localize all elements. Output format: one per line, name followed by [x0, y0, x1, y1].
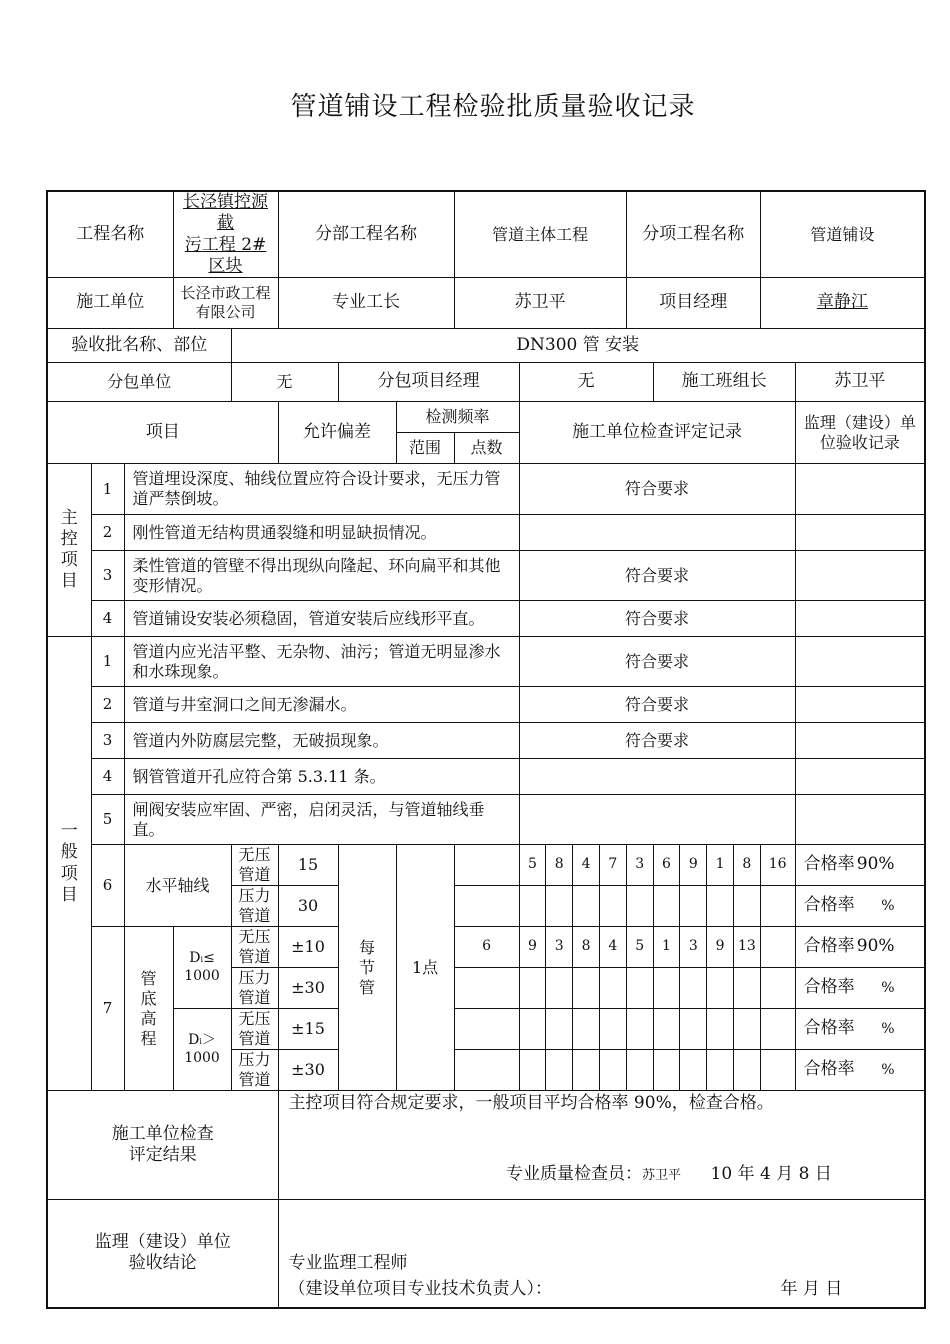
measured-value	[760, 1009, 795, 1050]
measured-value	[519, 1009, 546, 1050]
measured-value	[760, 1050, 795, 1091]
measured-value: 5	[626, 927, 653, 968]
project-name-value: 长泾镇控源截 污工程 2#区块	[173, 191, 278, 278]
measured-value	[733, 1050, 760, 1091]
general-item-result: 符合要求	[519, 687, 795, 723]
division-value: 管道主体工程	[454, 191, 626, 278]
measured-value: 3	[626, 845, 653, 886]
tolerance-value: 30	[278, 886, 338, 927]
measured-value	[599, 1009, 626, 1050]
measured-value: 8	[546, 845, 573, 886]
inspector-line: 专业质量检查员：苏卫平 10 年 4 月 8 日	[506, 1163, 832, 1184]
general-item-text: 闸阀安装应牢固、严密，启闭灵活，与管道轴线垂直。	[124, 795, 519, 845]
column-contractor-record: 施工单位检查评定记录	[519, 402, 795, 464]
foreman-signature: 苏卫平	[454, 278, 626, 329]
general-item-supervisor	[795, 687, 925, 723]
measured-value	[519, 886, 546, 927]
measured-value: 6	[454, 927, 519, 968]
team-leader-signature: 苏卫平	[795, 363, 925, 402]
subitem-value: 管道铺设	[760, 191, 925, 278]
measured-value: 1	[707, 845, 734, 886]
measured-value	[733, 1009, 760, 1050]
general-item-no: 1	[91, 637, 124, 687]
contractor-result-label: 施工单位检查 评定结果	[47, 1091, 278, 1200]
measured-value	[680, 1050, 707, 1091]
measured-value: 5	[519, 845, 546, 886]
diameter-le-1000: Di≤ 1000	[173, 927, 231, 1009]
measured-value	[680, 968, 707, 1009]
pass-rate: 合格率 90%	[795, 845, 925, 886]
sub-pm-value: 无	[519, 363, 653, 402]
main-item-text: 管道埋设深度、轴线位置应符合设计要求，无压力管道严禁倒坡。	[124, 464, 519, 515]
measured-value	[599, 1050, 626, 1091]
pipe-type: 压力管道	[231, 1050, 278, 1091]
supervisor-result-cell	[278, 1200, 925, 1308]
main-item-supervisor	[795, 464, 925, 515]
measured-value	[519, 1050, 546, 1091]
contractor-result-date: 10 年 4 月 8 日	[710, 1163, 832, 1184]
measured-value	[760, 927, 795, 968]
measured-value	[680, 1009, 707, 1050]
measured-value	[546, 886, 573, 927]
general-item-no: 2	[91, 687, 124, 723]
main-item-no: 3	[91, 551, 124, 601]
measured-value: 3	[546, 927, 573, 968]
pass-rate: 合格率 %	[795, 1050, 925, 1091]
pipe-type: 无压管道	[231, 1009, 278, 1050]
measured-value	[626, 1009, 653, 1050]
measured-value	[707, 968, 734, 1009]
tolerance-value: ±30	[278, 1050, 338, 1091]
column-frequency: 检测频率	[396, 402, 519, 433]
general-label: 一般项目	[47, 637, 91, 1091]
column-range: 范围	[396, 433, 454, 464]
measured-value	[573, 1050, 600, 1091]
measured-value: 4	[599, 927, 626, 968]
foreman-label: 专业工长	[278, 278, 454, 329]
measured-value	[707, 886, 734, 927]
measured-value	[573, 1009, 600, 1050]
inspection-record-table	[46, 190, 926, 1309]
subitem-label: 分项工程名称	[626, 191, 760, 278]
owner-tech-label: （建设单位项目专业技术负责人）：	[288, 1279, 553, 1300]
sub-pm-label: 分包项目经理	[338, 363, 519, 402]
measured-value: 6	[653, 845, 680, 886]
supervisor-engineer-label: 专业监理工程师	[288, 1253, 408, 1274]
pipe-type: 压力管道	[231, 886, 278, 927]
item7-no: 7	[91, 927, 124, 1091]
measured-value	[546, 1009, 573, 1050]
general-item-text: 管道内应光洁平整、无杂物、油污；管道无明显渗水和水珠现象。	[124, 637, 519, 687]
sub-unit-label: 分包单位	[47, 363, 231, 402]
main-control-label: 主控项目	[47, 464, 91, 637]
item6-no: 6	[91, 845, 124, 927]
pass-rate: 合格率 %	[795, 1009, 925, 1050]
measured-value	[653, 886, 680, 927]
measured-value	[626, 968, 653, 1009]
main-item-text: 刚性管道无结构贯通裂缝和明显缺损情况。	[124, 515, 519, 551]
column-points: 点数	[454, 433, 519, 464]
measured-value	[573, 968, 600, 1009]
general-item-supervisor	[795, 637, 925, 687]
measured-value: 16	[760, 845, 795, 886]
measured-value	[707, 1009, 734, 1050]
contractor-result-cell	[278, 1091, 925, 1200]
general-item-no: 3	[91, 723, 124, 759]
page-title: 管道铺设工程检验批质量验收记录	[290, 92, 696, 122]
measured-value	[454, 1009, 519, 1050]
measured-value	[454, 968, 519, 1009]
tolerance-value: ±10	[278, 927, 338, 968]
general-item-no: 4	[91, 759, 124, 795]
measured-value	[519, 968, 546, 1009]
main-item-text: 管道铺设安装必须稳固，管道安装后应线形平直。	[124, 601, 519, 637]
pass-rate: 合格率 %	[795, 886, 925, 927]
project-name-label: 工程名称	[47, 191, 173, 278]
general-item-supervisor	[795, 723, 925, 759]
measured-value	[546, 968, 573, 1009]
measured-value: 1	[653, 927, 680, 968]
general-item-text: 管道与井室洞口之间无渗漏水。	[124, 687, 519, 723]
pipe-type: 无压管道	[231, 927, 278, 968]
batch-value: DN300 管 安装	[231, 329, 925, 363]
main-item-supervisor	[795, 551, 925, 601]
general-item-result: 符合要求	[519, 637, 795, 687]
general-item-no: 5	[91, 795, 124, 845]
measured-value: 8	[733, 845, 760, 886]
main-item-result: 符合要求	[519, 601, 795, 637]
pm-value: 章静江	[760, 278, 925, 329]
sub-unit-value: 无	[231, 363, 338, 402]
measured-value	[454, 886, 519, 927]
measured-value	[573, 886, 600, 927]
measured-value: 9	[519, 927, 546, 968]
main-item-supervisor	[795, 601, 925, 637]
pass-rate: 合格率 90%	[795, 927, 925, 968]
item6-name: 水平轴线	[124, 845, 231, 927]
general-item-result	[519, 795, 795, 845]
measured-value: 9	[680, 845, 707, 886]
measured-value	[733, 886, 760, 927]
diameter-gt-1000: Di＞ 1000	[173, 1009, 231, 1091]
measured-value	[707, 1050, 734, 1091]
measured-value	[680, 886, 707, 927]
team-leader-label: 施工班组长	[653, 363, 795, 402]
main-item-text: 柔性管道的管壁不得出现纵向隆起、环向扁平和其他变形情况。	[124, 551, 519, 601]
measured-value: 4	[573, 845, 600, 886]
measured-value	[626, 1050, 653, 1091]
pass-rate: 合格率 %	[795, 968, 925, 1009]
division-label: 分部工程名称	[278, 191, 454, 278]
general-item-supervisor	[795, 759, 925, 795]
tolerance-value: ±30	[278, 968, 338, 1009]
contractor-label: 施工单位	[47, 278, 173, 329]
main-item-supervisor	[795, 515, 925, 551]
inspector-signature: 苏卫平	[642, 1167, 682, 1183]
measured-value	[454, 845, 519, 886]
measured-value: 8	[573, 927, 600, 968]
pm-label: 项目经理	[626, 278, 760, 329]
main-item-result	[519, 515, 795, 551]
measured-value	[599, 886, 626, 927]
column-supervisor-record: 监理（建设）单位验收记录	[795, 402, 925, 464]
column-item: 项目	[47, 402, 278, 464]
general-item-supervisor	[795, 795, 925, 845]
measured-value	[626, 886, 653, 927]
measured-value: 9	[707, 927, 734, 968]
main-item-no: 4	[91, 601, 124, 637]
batch-label: 验收批名称、部位	[47, 329, 231, 363]
measured-value	[454, 1050, 519, 1091]
measured-value	[653, 968, 680, 1009]
column-tolerance: 允许偏差	[278, 402, 396, 464]
measured-value	[760, 968, 795, 1009]
measured-value	[599, 968, 626, 1009]
contractor-value: 长泾市政工程有限公司	[173, 278, 278, 329]
pipe-type: 压力管道	[231, 968, 278, 1009]
measured-value	[760, 886, 795, 927]
measured-value	[653, 1050, 680, 1091]
main-item-result: 符合要求	[519, 464, 795, 515]
pipe-type: 无压管道	[231, 845, 278, 886]
supervisor-result-date: 年 月 日	[780, 1279, 843, 1300]
general-item-text: 钢管管道开孔应符合第 5.3.11 条。	[124, 759, 519, 795]
range-value: 每节管	[338, 845, 396, 1091]
tolerance-value: ±15	[278, 1009, 338, 1050]
main-item-no: 1	[91, 464, 124, 515]
contractor-result-text: 主控项目符合规定要求，一般项目平均合格率 90%，检查合格。	[288, 1093, 774, 1113]
points-value: 1点	[396, 845, 454, 1091]
item7-name: 管底高程	[124, 927, 173, 1091]
general-item-result	[519, 759, 795, 795]
measured-value	[733, 968, 760, 1009]
main-item-result: 符合要求	[519, 551, 795, 601]
general-item-text: 管道内外防腐层完整，无破损现象。	[124, 723, 519, 759]
measured-value: 3	[680, 927, 707, 968]
general-item-result: 符合要求	[519, 723, 795, 759]
measured-value	[546, 1050, 573, 1091]
tolerance-value: 15	[278, 845, 338, 886]
supervisor-result-label: 监理（建设）单位 验收结论	[47, 1200, 278, 1308]
measured-value	[653, 1009, 680, 1050]
measured-value: 7	[599, 845, 626, 886]
measured-value: 13	[733, 927, 760, 968]
main-item-no: 2	[91, 515, 124, 551]
